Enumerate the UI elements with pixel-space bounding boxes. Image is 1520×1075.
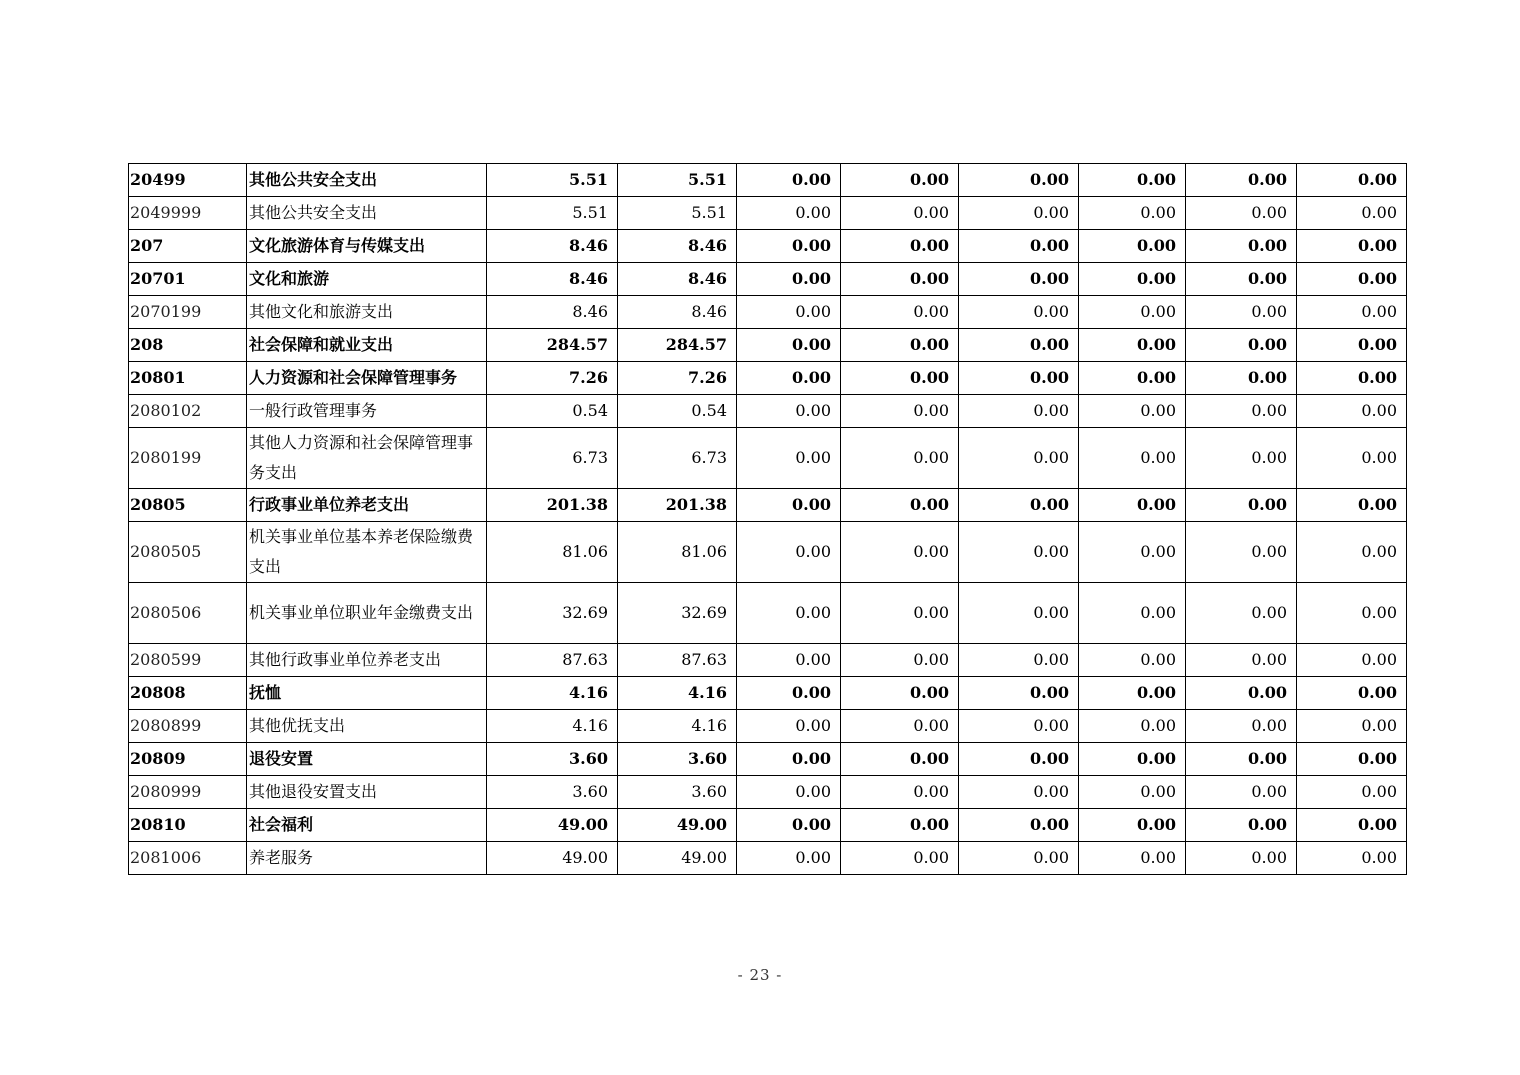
amount-cell: 0.00 xyxy=(841,329,959,362)
table-row xyxy=(129,710,1407,743)
amount-cell: 0.00 xyxy=(1297,329,1407,362)
amount-cell: 0.00 xyxy=(841,809,959,842)
amount-cell: 5.51 xyxy=(618,197,737,230)
budget-table xyxy=(128,163,1407,875)
amount-cell: 0.00 xyxy=(1079,362,1186,395)
table-body xyxy=(129,164,1407,875)
amount-cell: 5.51 xyxy=(618,164,737,197)
amount-cell: 0.00 xyxy=(1079,743,1186,776)
amount-cell: 0.00 xyxy=(1079,809,1186,842)
table-row xyxy=(129,395,1407,428)
amount-cell: 32.69 xyxy=(487,583,618,644)
amount-cell: 49.00 xyxy=(487,809,618,842)
amount-cell: 0.00 xyxy=(737,809,841,842)
amount-cell: 0.00 xyxy=(1297,395,1407,428)
amount-cell: 0.00 xyxy=(1186,263,1297,296)
table-row xyxy=(129,743,1407,776)
table-row xyxy=(129,362,1407,395)
amount-cell: 7.26 xyxy=(487,362,618,395)
amount-cell: 0.00 xyxy=(1186,230,1297,263)
amount-cell: 0.00 xyxy=(737,489,841,522)
table-row xyxy=(129,842,1407,875)
amount-cell: 0.00 xyxy=(737,329,841,362)
amount-cell: 0.00 xyxy=(1079,329,1186,362)
amount-cell: 284.57 xyxy=(487,329,618,362)
subject-name-cell: 其他公共安全支出 xyxy=(247,197,487,230)
amount-cell: 0.00 xyxy=(841,677,959,710)
amount-cell: 0.00 xyxy=(737,395,841,428)
amount-cell: 4.16 xyxy=(618,677,737,710)
amount-cell: 0.00 xyxy=(1297,809,1407,842)
amount-cell: 0.00 xyxy=(1079,230,1186,263)
subject-name-cell: 其他退役安置支出 xyxy=(247,776,487,809)
subject-name-cell: 抚恤 xyxy=(247,677,487,710)
page-number: - 23 - xyxy=(737,966,783,984)
subject-name-cell: 文化旅游体育与传媒支出 xyxy=(247,230,487,263)
subject-name-cell: 一般行政管理事务 xyxy=(247,395,487,428)
amount-cell: 3.60 xyxy=(618,743,737,776)
amount-cell: 0.00 xyxy=(737,296,841,329)
amount-cell: 201.38 xyxy=(487,489,618,522)
amount-cell: 0.00 xyxy=(737,776,841,809)
amount-cell: 0.00 xyxy=(737,583,841,644)
subject-code-cell: 2081006 xyxy=(129,842,247,875)
table-row xyxy=(129,296,1407,329)
amount-cell: 0.00 xyxy=(1186,644,1297,677)
subject-name-cell: 机关事业单位职业年金缴费支出 xyxy=(247,583,487,644)
amount-cell: 0.00 xyxy=(1297,644,1407,677)
amount-cell: 3.60 xyxy=(618,776,737,809)
amount-cell: 0.00 xyxy=(1079,842,1186,875)
amount-cell: 0.00 xyxy=(737,164,841,197)
amount-cell: 0.00 xyxy=(1079,489,1186,522)
subject-code-cell: 2070199 xyxy=(129,296,247,329)
subject-code-cell: 2080102 xyxy=(129,395,247,428)
amount-cell: 3.60 xyxy=(487,743,618,776)
table-row xyxy=(129,489,1407,522)
amount-cell: 0.00 xyxy=(737,644,841,677)
amount-cell: 0.00 xyxy=(1297,197,1407,230)
amount-cell: 6.73 xyxy=(487,428,618,489)
table-row xyxy=(129,522,1407,583)
amount-cell: 0.00 xyxy=(737,230,841,263)
subject-code-cell: 20808 xyxy=(129,677,247,710)
amount-cell: 0.00 xyxy=(1079,263,1186,296)
amount-cell: 0.00 xyxy=(1297,776,1407,809)
amount-cell: 0.00 xyxy=(1297,164,1407,197)
amount-cell: 0.00 xyxy=(1297,489,1407,522)
amount-cell: 0.00 xyxy=(841,743,959,776)
amount-cell: 0.00 xyxy=(1186,776,1297,809)
amount-cell: 0.00 xyxy=(1186,428,1297,489)
amount-cell: 0.00 xyxy=(959,230,1079,263)
table-row xyxy=(129,583,1407,644)
amount-cell: 0.00 xyxy=(1186,362,1297,395)
amount-cell: 0.00 xyxy=(737,677,841,710)
amount-cell: 0.00 xyxy=(1186,583,1297,644)
amount-cell: 0.00 xyxy=(1079,710,1186,743)
amount-cell: 4.16 xyxy=(487,677,618,710)
amount-cell: 0.00 xyxy=(959,583,1079,644)
amount-cell: 4.16 xyxy=(618,710,737,743)
amount-cell: 0.00 xyxy=(959,776,1079,809)
subject-code-cell: 207 xyxy=(129,230,247,263)
subject-code-cell: 2080899 xyxy=(129,710,247,743)
amount-cell: 0.00 xyxy=(841,296,959,329)
subject-code-cell: 2080506 xyxy=(129,583,247,644)
amount-cell: 87.63 xyxy=(487,644,618,677)
amount-cell: 0.00 xyxy=(959,362,1079,395)
amount-cell: 8.46 xyxy=(618,296,737,329)
amount-cell: 0.00 xyxy=(841,164,959,197)
amount-cell: 0.00 xyxy=(959,329,1079,362)
amount-cell: 0.00 xyxy=(841,362,959,395)
amount-cell: 0.00 xyxy=(959,263,1079,296)
amount-cell: 0.00 xyxy=(1079,395,1186,428)
amount-cell: 0.00 xyxy=(1079,776,1186,809)
amount-cell: 0.00 xyxy=(841,489,959,522)
amount-cell: 0.00 xyxy=(1297,583,1407,644)
amount-cell: 0.00 xyxy=(737,362,841,395)
subject-name-cell: 行政事业单位养老支出 xyxy=(247,489,487,522)
amount-cell: 0.00 xyxy=(1186,743,1297,776)
amount-cell: 0.00 xyxy=(1079,164,1186,197)
amount-cell: 0.00 xyxy=(959,197,1079,230)
amount-cell: 0.00 xyxy=(841,710,959,743)
amount-cell: 0.54 xyxy=(487,395,618,428)
subject-code-cell: 208 xyxy=(129,329,247,362)
subject-name-cell: 人力资源和社会保障管理事务 xyxy=(247,362,487,395)
subject-name-cell: 养老服务 xyxy=(247,842,487,875)
subject-code-cell: 20805 xyxy=(129,489,247,522)
amount-cell: 0.00 xyxy=(1186,710,1297,743)
amount-cell: 8.46 xyxy=(618,230,737,263)
amount-cell: 0.00 xyxy=(737,842,841,875)
amount-cell: 284.57 xyxy=(618,329,737,362)
subject-code-cell: 20499 xyxy=(129,164,247,197)
amount-cell: 0.00 xyxy=(841,428,959,489)
amount-cell: 0.00 xyxy=(1079,583,1186,644)
amount-cell: 0.00 xyxy=(959,428,1079,489)
amount-cell: 0.00 xyxy=(1297,362,1407,395)
table-row xyxy=(129,329,1407,362)
amount-cell: 0.00 xyxy=(737,522,841,583)
amount-cell: 0.00 xyxy=(1079,197,1186,230)
subject-name-cell: 其他行政事业单位养老支出 xyxy=(247,644,487,677)
subject-code-cell: 20801 xyxy=(129,362,247,395)
amount-cell: 0.00 xyxy=(737,197,841,230)
amount-cell: 0.00 xyxy=(1079,296,1186,329)
amount-cell: 0.00 xyxy=(959,522,1079,583)
amount-cell: 0.00 xyxy=(1297,263,1407,296)
amount-cell: 0.00 xyxy=(959,809,1079,842)
subject-name-cell: 文化和旅游 xyxy=(247,263,487,296)
subject-name-cell: 退役安置 xyxy=(247,743,487,776)
amount-cell: 0.00 xyxy=(1186,489,1297,522)
amount-cell: 0.00 xyxy=(1186,296,1297,329)
amount-cell: 0.00 xyxy=(841,197,959,230)
table-row xyxy=(129,809,1407,842)
amount-cell: 0.00 xyxy=(737,743,841,776)
amount-cell: 0.00 xyxy=(1079,522,1186,583)
subject-code-cell: 20810 xyxy=(129,809,247,842)
subject-code-cell: 2080505 xyxy=(129,522,247,583)
amount-cell: 0.00 xyxy=(1186,522,1297,583)
amount-cell: 87.63 xyxy=(618,644,737,677)
amount-cell: 0.00 xyxy=(1079,644,1186,677)
amount-cell: 0.00 xyxy=(1297,296,1407,329)
amount-cell: 32.69 xyxy=(618,583,737,644)
amount-cell: 0.00 xyxy=(1186,329,1297,362)
table-row xyxy=(129,164,1407,197)
amount-cell: 0.00 xyxy=(841,842,959,875)
amount-cell: 0.00 xyxy=(1186,677,1297,710)
amount-cell: 5.51 xyxy=(487,197,618,230)
amount-cell: 0.00 xyxy=(841,230,959,263)
amount-cell: 0.00 xyxy=(1297,743,1407,776)
amount-cell: 6.73 xyxy=(618,428,737,489)
amount-cell: 0.00 xyxy=(1186,842,1297,875)
table-row xyxy=(129,644,1407,677)
table-row xyxy=(129,677,1407,710)
amount-cell: 81.06 xyxy=(487,522,618,583)
amount-cell: 3.60 xyxy=(487,776,618,809)
amount-cell: 0.00 xyxy=(1297,230,1407,263)
amount-cell: 0.00 xyxy=(841,263,959,296)
table-row xyxy=(129,428,1407,489)
subject-name-cell: 社会保障和就业支出 xyxy=(247,329,487,362)
amount-cell: 0.00 xyxy=(841,522,959,583)
amount-cell: 8.46 xyxy=(487,296,618,329)
amount-cell: 0.00 xyxy=(959,164,1079,197)
amount-cell: 4.16 xyxy=(487,710,618,743)
amount-cell: 0.00 xyxy=(959,710,1079,743)
amount-cell: 49.00 xyxy=(487,842,618,875)
amount-cell: 0.00 xyxy=(959,395,1079,428)
amount-cell: 8.46 xyxy=(487,263,618,296)
amount-cell: 0.00 xyxy=(1297,710,1407,743)
amount-cell: 81.06 xyxy=(618,522,737,583)
amount-cell: 8.46 xyxy=(487,230,618,263)
amount-cell: 7.26 xyxy=(618,362,737,395)
table-row xyxy=(129,776,1407,809)
amount-cell: 0.00 xyxy=(959,842,1079,875)
amount-cell: 201.38 xyxy=(618,489,737,522)
amount-cell: 0.00 xyxy=(1186,395,1297,428)
table-row xyxy=(129,263,1407,296)
amount-cell: 0.00 xyxy=(841,395,959,428)
amount-cell: 8.46 xyxy=(618,263,737,296)
subject-code-cell: 2049999 xyxy=(129,197,247,230)
amount-cell: 0.00 xyxy=(959,677,1079,710)
subject-name-cell: 机关事业单位基本养老保险缴费支出 xyxy=(247,522,487,583)
amount-cell: 0.00 xyxy=(737,263,841,296)
amount-cell: 0.00 xyxy=(1297,677,1407,710)
subject-name-cell: 其他人力资源和社会保障管理事务支出 xyxy=(247,428,487,489)
subject-code-cell: 2080999 xyxy=(129,776,247,809)
subject-name-cell: 其他优抚支出 xyxy=(247,710,487,743)
amount-cell: 0.54 xyxy=(618,395,737,428)
amount-cell: 0.00 xyxy=(1186,197,1297,230)
subject-code-cell: 2080599 xyxy=(129,644,247,677)
amount-cell: 0.00 xyxy=(737,428,841,489)
table-row xyxy=(129,197,1407,230)
amount-cell: 0.00 xyxy=(1079,428,1186,489)
amount-cell: 0.00 xyxy=(737,710,841,743)
amount-cell: 0.00 xyxy=(959,489,1079,522)
subject-name-cell: 其他文化和旅游支出 xyxy=(247,296,487,329)
amount-cell: 5.51 xyxy=(487,164,618,197)
amount-cell: 0.00 xyxy=(1297,522,1407,583)
subject-name-cell: 其他公共安全支出 xyxy=(247,164,487,197)
table-row xyxy=(129,230,1407,263)
amount-cell: 0.00 xyxy=(959,743,1079,776)
amount-cell: 0.00 xyxy=(1079,677,1186,710)
subject-name-cell: 社会福利 xyxy=(247,809,487,842)
amount-cell: 0.00 xyxy=(1297,428,1407,489)
subject-code-cell: 20809 xyxy=(129,743,247,776)
amount-cell: 0.00 xyxy=(1186,164,1297,197)
amount-cell: 0.00 xyxy=(959,296,1079,329)
amount-cell: 0.00 xyxy=(1297,842,1407,875)
subject-code-cell: 2080199 xyxy=(129,428,247,489)
amount-cell: 0.00 xyxy=(1186,809,1297,842)
amount-cell: 0.00 xyxy=(959,644,1079,677)
amount-cell: 49.00 xyxy=(618,809,737,842)
amount-cell: 49.00 xyxy=(618,842,737,875)
amount-cell: 0.00 xyxy=(841,644,959,677)
amount-cell: 0.00 xyxy=(841,583,959,644)
amount-cell: 0.00 xyxy=(841,776,959,809)
subject-code-cell: 20701 xyxy=(129,263,247,296)
